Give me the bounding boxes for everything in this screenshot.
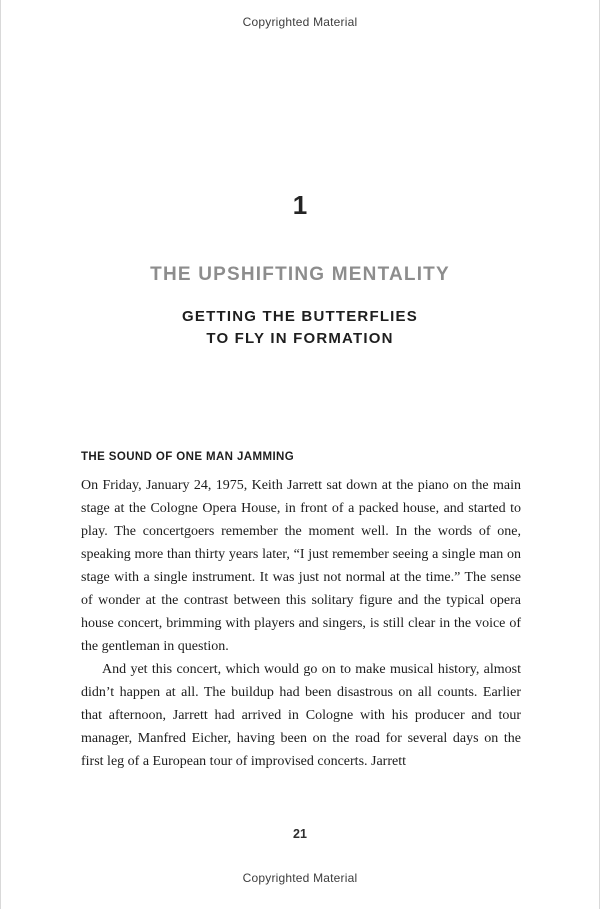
chapter-title: THE UPSHIFTING MENTALITY (150, 264, 450, 285)
body-paragraph-1: On Friday, January 24, 1975, Keith Jarrett sat down at the piano on the main stage at the Cologne Opera House, in front of a packed house, and started to play. The concertgoers remember the moment well. In the words of one, speaking more than thirty years later, “I just remember seeing a single man on stage with a single instrument. It was just not normal at the time.” The sense of wonder at the contrast between this solitary figure and the typical opera house concert, brimming with players and singers, is still clear in the voice of the gentleman in question. (81, 478, 521, 654)
copyright-notice-bottom: Copyrighted Material (242, 871, 358, 885)
body-paragraph-2: And yet this concert, which would go on to make musical history, almost didn’t happen at all. The buildup had been disastrous on all counts. Earlier that afternoon, Jarrett had arrived in Cologne with his producer and tour manager, Manfred Eicher, having been on the road for several days on the first leg of a European tour of improvised concerts. Jarrett (81, 662, 521, 769)
section-heading: THE SOUND OF ONE MAN JAMMING (81, 451, 295, 463)
body-text (81, 474, 521, 773)
page-number: 21 (293, 827, 307, 841)
chapter-number: 1 (292, 190, 308, 220)
copyright-notice-top: Copyrighted Material (242, 15, 358, 29)
chapter-subtitle (1, 306, 599, 350)
chapter-subtitle-line-2: TO FLY IN FORMATION (206, 330, 394, 347)
chapter-subtitle-line-1: GETTING THE BUTTERFLIES (182, 308, 418, 325)
